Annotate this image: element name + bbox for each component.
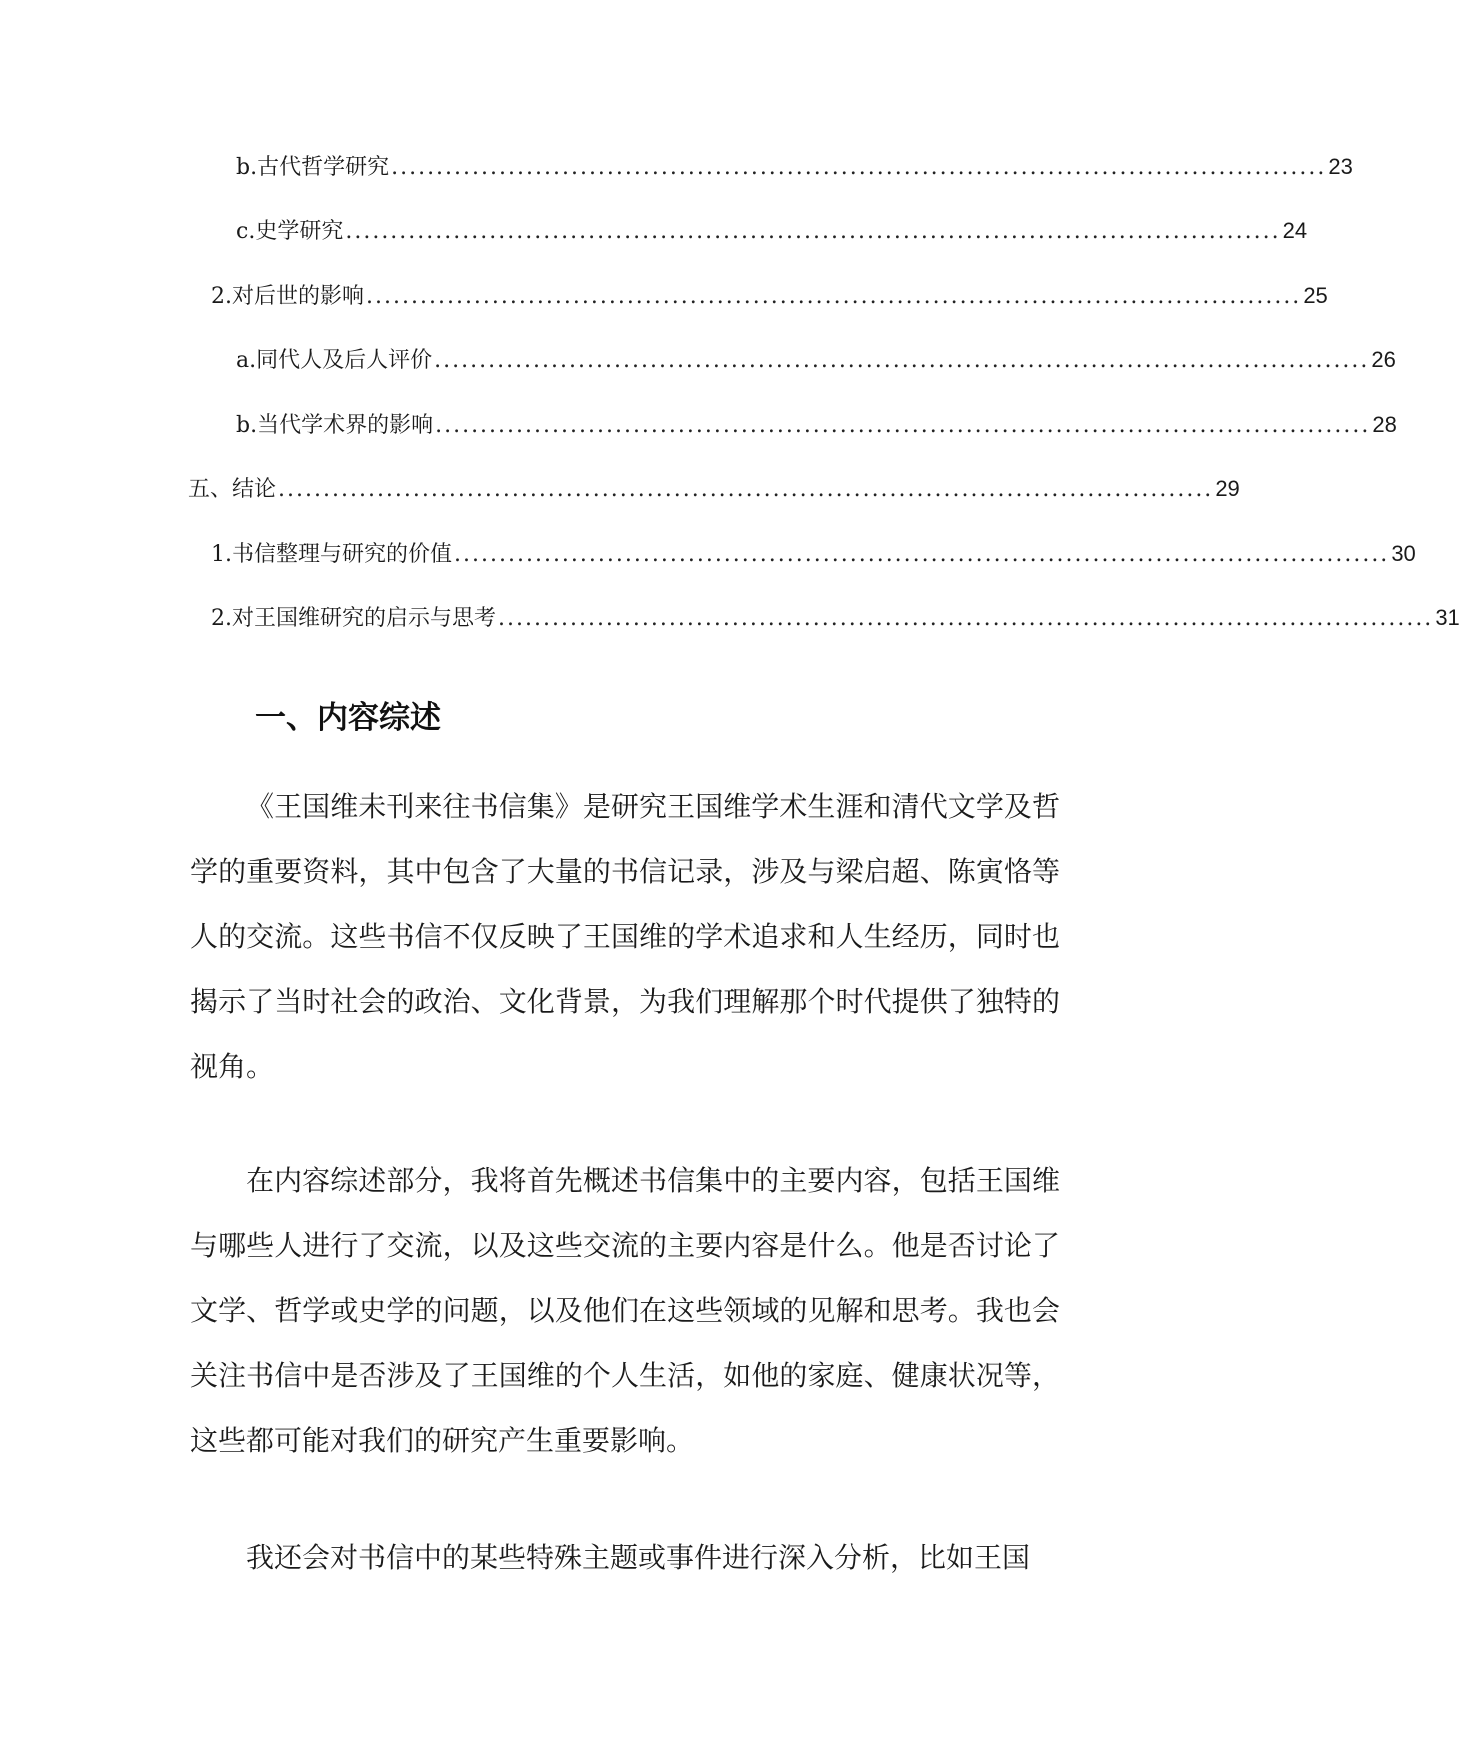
toc-entry-page-number: 25 <box>1303 283 1328 308</box>
toc-entry-label: 同代人及后人评价 <box>256 348 433 373</box>
toc-entry-label: 对后世的影响 <box>232 284 365 309</box>
toc-leader-dots: ........................................................................................................ <box>366 284 1302 309</box>
toc-entry[interactable] <box>211 601 1460 635</box>
toc-leader-dots: ........................................................................................................ <box>435 413 1371 438</box>
toc-entry-number: 1. <box>211 542 232 567</box>
toc-entry-number: 2. <box>211 284 232 309</box>
toc-entry[interactable] <box>188 472 1240 506</box>
toc-entry-page-number: 29 <box>1215 476 1240 501</box>
toc-entry[interactable] <box>236 214 1308 248</box>
toc-entry[interactable] <box>236 343 1396 377</box>
toc-entry[interactable] <box>211 537 1416 571</box>
toc-entry-label: 史学研究 <box>255 219 344 244</box>
toc-entry-number: a. <box>236 348 257 373</box>
toc-entry-label: 对王国维研究的启示与思考 <box>232 606 497 631</box>
section-heading: 一、内容综述 <box>255 700 441 736</box>
toc-entry-page-number: 30 <box>1391 541 1416 566</box>
body-paragraph: 我还会对书信中的某些特殊主题或事件进行深入分析，比如王国 <box>246 1541 1031 1574</box>
toc-entry-page-number: 23 <box>1328 154 1353 179</box>
toc-entry[interactable] <box>211 279 1328 313</box>
toc-entry-page-number: 26 <box>1371 347 1396 372</box>
toc-leader-dots: ........................................................................................................ <box>454 542 1390 567</box>
toc-entry-label: 书信整理与研究的价值 <box>232 542 453 567</box>
toc-entry-number: c. <box>236 219 256 244</box>
toc-entry-label: 五、结论 <box>188 477 277 502</box>
toc-leader-dots: ........................................................................................................ <box>391 155 1327 180</box>
body-paragraph: 在内容综述部分，我将首先概述书信集中的主要内容，包括王国维与哪些人进行了交流，以及这些交流的主要内容是什么。他是否讨论了文学、哲学或史学的问题，以及他们在这些领域的见解和思考。我也会关注书信中是否涉及了王国维的个人生活，如他的家庭、健康状况等，这些都可能对我们的研究产生重要影响。 <box>190 1164 1060 1457</box>
toc-entry-number: b. <box>236 413 258 438</box>
toc-leader-dots: ........................................................................................................ <box>434 348 1370 373</box>
toc-entry[interactable] <box>236 150 1353 184</box>
toc-entry-number: b. <box>236 155 258 180</box>
toc-leader-dots: ........................................................................................................ <box>498 606 1434 631</box>
toc-entry-number: 2. <box>211 606 232 631</box>
toc-entry[interactable] <box>236 408 1397 442</box>
toc-entry-page-number: 24 <box>1282 218 1308 243</box>
toc-entry-page-number: 31 <box>1435 605 1460 630</box>
toc-leader-dots: ........................................................................................................ <box>345 219 1281 244</box>
toc-leader-dots: ........................................................................................................ <box>278 477 1214 502</box>
toc-entry-page-number: 28 <box>1372 412 1397 437</box>
body-paragraph: 《王国维未刊来往书信集》是研究王国维学术生涯和清代文学及哲学的重要资料，其中包含了大量的书信记录，涉及与梁启超、陈寅恪等人的交流。这些书信不仅反映了王国维的学术追求和人生经历，同时也揭示了当时社会的政治、文化背景，为我们理解那个时代提供了独特的视角。 <box>190 790 1060 1083</box>
toc-entry-label: 古代哲学研究 <box>257 155 390 180</box>
toc-entry-label: 当代学术界的影响 <box>257 413 434 438</box>
